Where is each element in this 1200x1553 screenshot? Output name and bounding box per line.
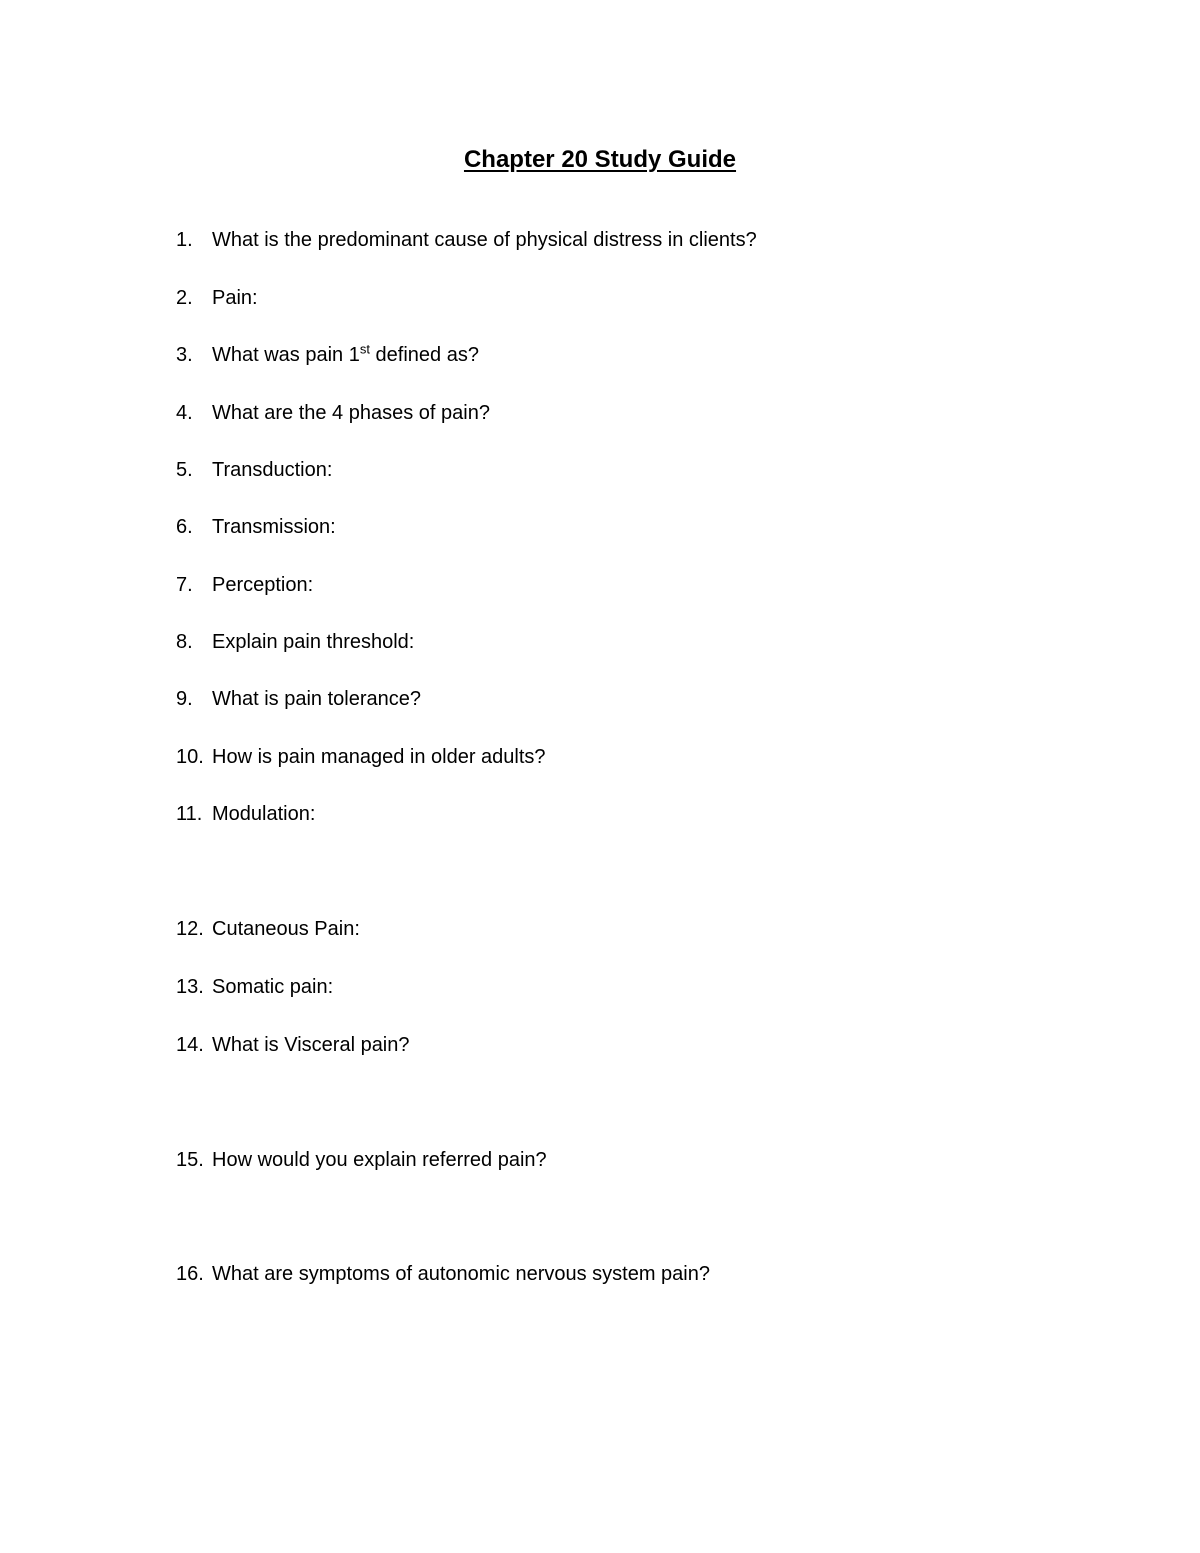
question-item	[176, 1031, 410, 1059]
question-text: Perception:	[212, 574, 314, 596]
question-number: 11.	[176, 803, 203, 825]
question-text: How would you explain referred pain?	[212, 1149, 547, 1171]
question-number: 7.	[176, 574, 193, 596]
question-item	[176, 973, 333, 1001]
question-number: 8.	[176, 631, 193, 653]
question-item	[176, 1260, 710, 1288]
question-number: 6.	[176, 516, 193, 538]
question-item	[176, 915, 360, 943]
question-number: 1.	[176, 229, 193, 251]
question-text: What are the 4 phases of pain?	[212, 402, 490, 424]
question-text: What is pain tolerance?	[212, 688, 422, 710]
question-number: 15.	[176, 1149, 204, 1171]
question-item	[176, 513, 336, 541]
question-number: 10.	[176, 746, 204, 768]
question-text: Somatic pain:	[212, 976, 334, 998]
question-text: Explain pain threshold:	[212, 631, 415, 653]
question-text: Modulation:	[212, 803, 316, 825]
question-text: What is the predominant cause of physical distress in clients?	[212, 229, 757, 251]
question-item	[176, 743, 546, 771]
question-text: What are symptoms of autonomic nervous system pain?	[212, 1263, 710, 1285]
question-text: How is pain managed in older adults?	[212, 746, 546, 768]
question-item	[176, 571, 313, 599]
question-item	[176, 226, 757, 254]
page-title: Chapter 20 Study Guide	[463, 146, 737, 173]
question-text: Transduction:	[212, 459, 333, 481]
question-item	[176, 284, 258, 312]
question-number: 12.	[176, 918, 204, 940]
question-number: 2.	[176, 287, 193, 309]
question-text: Pain:	[212, 287, 258, 309]
question-number: 9.	[176, 688, 193, 710]
question-item	[176, 800, 315, 828]
question-text: Cutaneous Pain:	[212, 918, 360, 940]
question-item	[176, 399, 490, 427]
question-number: 5.	[176, 459, 193, 481]
question-number: 4.	[176, 402, 193, 424]
question-item	[176, 685, 421, 713]
question-number: 13.	[176, 976, 204, 998]
question-number: 14.	[176, 1034, 204, 1056]
question-item	[176, 456, 332, 484]
question-text: What is Visceral pain?	[212, 1034, 410, 1056]
question-text-part: What was pain 1	[212, 344, 360, 366]
question-item	[176, 628, 414, 656]
question-item	[176, 1146, 547, 1174]
question-text	[212, 341, 479, 366]
ordinal-superscript: st	[359, 341, 370, 357]
question-number: 16.	[176, 1263, 204, 1285]
question-text: Transmission:	[212, 516, 336, 538]
question-number: 3.	[176, 344, 193, 366]
question-text-part: defined as?	[369, 344, 479, 366]
question-item	[176, 341, 479, 369]
